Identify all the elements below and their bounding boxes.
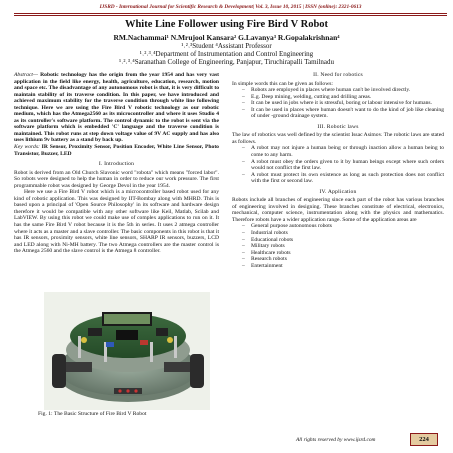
paper-title: White Line Follower using Fire Bird V Robot	[124, 19, 329, 30]
list-item: – Robots are employed in places where human can't be involved directly.	[242, 87, 444, 94]
list-item: – A robot must protect its own existence as long as such protection does not conflict with the first or second law.	[242, 172, 444, 185]
list-item: – Educational robots	[242, 237, 444, 244]
list-item: – A robot may not injure a human being or through inaction allow a human being to come to any harm.	[242, 145, 444, 158]
affiliation-roles: ¹˒²˒³Student ⁴Assistant Professor	[181, 42, 272, 50]
fire-bird-robot-image	[44, 292, 210, 410]
header-rule	[14, 13, 447, 14]
intro-paragraph-1: Robot is derived from an Old Church Slavonic word "robota" which means "forced labor". So robots were designed to help the human in order to reduce our work pressure. The first programmable robot was designed by George Devol in the year 1954.	[14, 169, 219, 189]
right-column	[232, 72, 444, 269]
list-item: – A robot must obey the orders given to it by human beings except where such orders would not conflict the first law.	[242, 159, 444, 172]
intro-paragraph-2: Here we use a Fire Bird V robot which is a microcontroller based robot used for any kind of robotic application. This was designed by IIT-Bombay along with MHRD. This is based upon a principal of 'Open Source Philosophy' in its software and hardware design therefore it would be compatible with any other software like Keil, Matlab, Scilab and LabVIEW. By using this robot we could make use of complex applications to run on it. It has the same Fire Bird V robot because it is the 5th in series. It uses 2 atmega controller where it acts as a master and a slave controller. The basic components in this robot is that it has IR sensors, proximity sensors, white line sensors, SHARP IR sensors, buzzers, LCD and LED along with Ni-MH battery. The two Atmega controllers are the master control is the Atmega 2560 and the slave control is the Atmega 8 controller.	[14, 189, 219, 255]
list-item: – Healthcare robots	[242, 250, 444, 257]
keywords-label: Key words:	[14, 144, 40, 151]
laws-intro: The law of robotics was well defined by the scientist Issac Asimov. The robotic laws are stated as follows.	[232, 132, 444, 145]
list-item: – General purpose autonomous robots	[242, 223, 444, 230]
keywords	[14, 144, 219, 157]
abstract-text: Robotic technology has the origin from the year 1954 and has very vast application in the field like energy, health, agriculture, education, research, motion and space etc. The disadvantage of any autonomous robot is that, it is very difficult to maintain stability of its traverse condition. In this paper, we have introduced and achieved maximum stability for the traverse condition through white line following technique. Here we are using the Fire Bird V robotic technology as our robotic medium, which has the Atmega2560 as its microcontroller and where it uses Studio 4 as its controller's software platform. The control dynamic to the robot is sent via the software platform which is embedded 'C' language and the traverse condition is maintained. This robot runs at step down voltage value of 9V AC supply and has also uses lithium 9v battery as a stand by back up.	[14, 72, 219, 144]
footer-rights: All rights reserved by www.ijsrd.com	[296, 437, 376, 443]
paper-authors: RM.Nachammai¹ N.Mrujool Kansara² G.Lavanya³ R.Gopalakrishnan⁴	[113, 33, 340, 42]
keywords-text: IR Sensor, Proximity Sensor, Position Encoder, White Line Sensor, Photo Transistor, Buzzer, LED	[14, 144, 219, 157]
left-column	[14, 72, 219, 255]
list-item: – Military robots	[242, 243, 444, 250]
journal-header: IJSRD - International Journal for Scientific Research & Development| Vol. 3, Issue 10, 2015 | ISSN (online): 2321-0613	[99, 4, 362, 10]
affiliation-department: ¹˒²˒³˒⁴Department of Instrumentation and Control Engineering	[139, 50, 314, 58]
section-heading-introduction: I. Introduction	[98, 161, 135, 168]
list-item: – E.g. Deep mining, welding, cutting and drilling areas.	[242, 94, 444, 101]
list-item: – It can be used in jobs where it is stressful, boring or labour intensive for humans.	[242, 100, 444, 107]
list-item: – Industrial robots	[242, 230, 444, 237]
section-heading-laws: III. Robotic laws	[317, 123, 359, 130]
list-item: – Research robots	[242, 256, 444, 263]
need-list	[232, 87, 444, 120]
need-intro: In simple words this can be given as follows:	[232, 80, 333, 87]
list-item: – Entertainment	[242, 263, 444, 270]
affiliation-college: ¹˒²˒³˒⁴Saranathan College of Engineering, Panjapur, Tiruchirapalli Tamilnadu	[118, 58, 335, 66]
abstract-label: Abstract—	[14, 72, 38, 78]
application-list	[232, 223, 444, 269]
page-number: 224	[410, 433, 438, 446]
figure-caption: Fig. 1: The Basic Structure of Fire Bird V Robot	[38, 411, 147, 417]
list-item: – It can be used in places where human doesn't want to do the kind of job like cleaning of under -ground drainage system.	[242, 107, 444, 120]
section-heading-application: IV. Application	[319, 188, 357, 195]
application-intro: Robots include all branches of engineering since each part of the robot has various branches of engineering involved in designing. These branches constitute of electrical, electronics, mechanical, computer science, instrumentation along with the physics and mathematics. Therefore robots have a wider application range. Some of the application areas are	[232, 197, 444, 223]
header-rule-thin	[14, 15, 447, 16]
abstract	[14, 72, 219, 144]
laws-list	[232, 145, 444, 184]
robot-figure	[44, 292, 210, 410]
section-heading-need: II. Need for robotics	[313, 72, 363, 78]
